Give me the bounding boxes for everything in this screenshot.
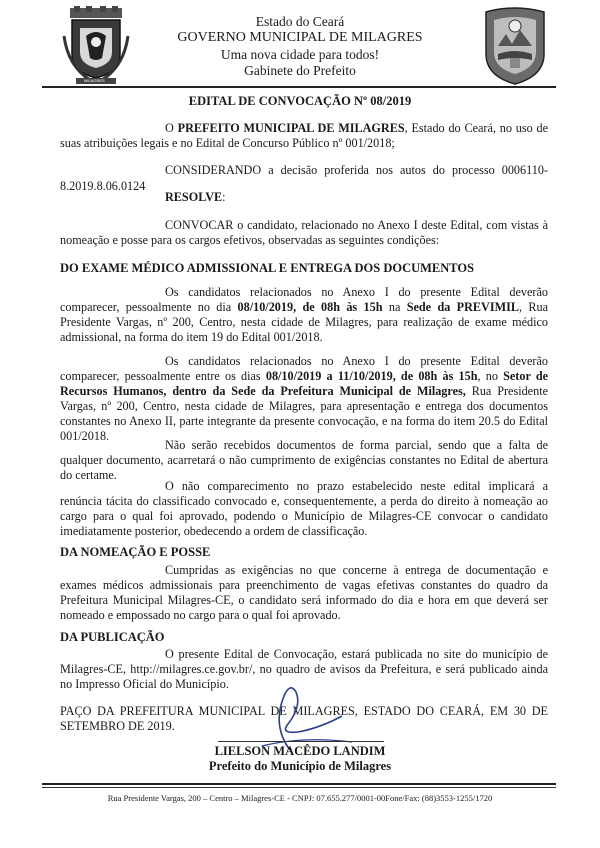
- header-state: Estado do Ceará: [255, 14, 345, 29]
- partial-documents-paragraph: Não serão recebidos documentos de forma parcial, sendo que a falta de qualquer documento, acarretará o não cumprimento de exigências constantes no Edital de abertura do certame.: [60, 438, 548, 482]
- state-emblem: [482, 6, 548, 86]
- header-government: GOVERNO MUNICIPAL DE MILAGRES: [177, 30, 423, 45]
- signature-line: [218, 741, 384, 742]
- municipal-coat-of-arms: [60, 6, 132, 86]
- non-attendance-paragraph: O não comparecimento no prazo estabelecido neste edital implicará a renúncia tácita do classificado convocado e, consequentemente, a perda do direito à nomeação ao cargo para o qual foi aprovado, podendo o Município de Milagres-CE convocar o candidato imediatamente posterior, obedecendo a ordem de classificação.: [60, 479, 548, 538]
- document-title: EDITAL DE CONVOCAÇÃO Nº 08/2019: [188, 94, 412, 108]
- intro-paragraph: O PREFEITO MUNICIPAL DE MILAGRES, Estado do Ceará, no uso de suas atribuições legais e no Edital de Concurso Público nº 001/2018;: [60, 121, 548, 150]
- prefeito-label: PREFEITO MUNICIPAL DE MILAGRES: [177, 121, 405, 135]
- section-exam-heading: DO EXAME MÉDICO ADMISSIONAL E ENTREGA DOS DOCUMENTOS: [60, 261, 475, 275]
- signatory-name: LIELSON MACÊDO LANDIM: [214, 744, 386, 758]
- coat-of-arms-text: MILAGRES: [84, 78, 105, 83]
- footer-divider-bottom: [42, 787, 556, 788]
- signatory-role: Prefeito do Município de Milagres: [208, 759, 392, 773]
- publication-paragraph: O presente Edital de Convocação, estará publicada no site do município de Milagres-CE, http://milagres.ce.gov.br/, no quadro de avisos da Prefeitura, e será publicado ainda no Impresso Oficial do Município.: [60, 647, 548, 691]
- section-publication-heading: DA PUBLICAÇÃO: [60, 630, 165, 644]
- section-nomination-heading: DA NOMEAÇÃO E POSSE: [60, 545, 211, 559]
- nomination-paragraph: Cumpridas as exigências no que concerne à entrega de documentação e exames médicos admissionais para preenchimento de vagas efetivas constantes do quadro da Prefeitura Municipal Milagres-CE, o candidato será informado do dia e hora em que deverá ser nomeado e empossado no cargo para o qual foi aprovado.: [60, 563, 548, 622]
- header-divider: [42, 86, 556, 88]
- documents-paragraph: Os candidatos relacionados no Anexo I do presente Edital deverão comparecer, pessoalmente entre os dias 08/10/2019 a 11/10/2019, de 08h às 15h, no Setor de Recursos Humanos, dentro da Sede da Prefeitura Municipal de Milagres, Rua Presidente Vargas, nº 200, Centro, nesta cidade de Milagres, para apresentação e entrega dos documentos constantes no Anexo II, parte integrante da presente convocação, e na forma do item 20.5 do Edital 001/2018.: [60, 354, 549, 443]
- footer-divider-top: [42, 783, 556, 785]
- header-slogan: Uma nova cidade para todos!: [220, 47, 380, 62]
- closing-paragraph: PAÇO DA PREFEITURA MUNICIPAL DE MILAGRES, ESTADO DO CEARÁ, EM 30 DE SETEMBRO DE 2019.: [60, 704, 548, 733]
- considering-paragraph: CONSIDERANDO a decisão proferida nos autos do processo 0006110-8.2019.8.06.0124: [60, 163, 548, 193]
- convocar-paragraph: CONVOCAR o candidato, relacionado no Anexo I deste Edital, com vistas à nomeação e posse para os cargos efetivos, observadas as seguintes condições:: [60, 218, 548, 247]
- header-office: Gabinete do Prefeito: [244, 63, 356, 78]
- exam-paragraph: Os candidatos relacionados no Anexo I do presente Edital deverão comparecer, pessoalmente no dia 08/10/2019, de 08h às 15h na Sede da PREVIMIL, Rua Presidente Vargas, nº 200, Centro, nesta cidade de Milagres, para realização de exame médico admissional, na forma do item 19 do Edital 001/2018.: [60, 285, 549, 344]
- footer-address: Rua Presidente Vargas, 200 – Centro – Milagres-CE - CNPJ: 07.655.277/0001-00Fone/Fax: (88)3553-1255/1720: [107, 793, 493, 803]
- resolve-label: RESOLVE:: [165, 190, 226, 204]
